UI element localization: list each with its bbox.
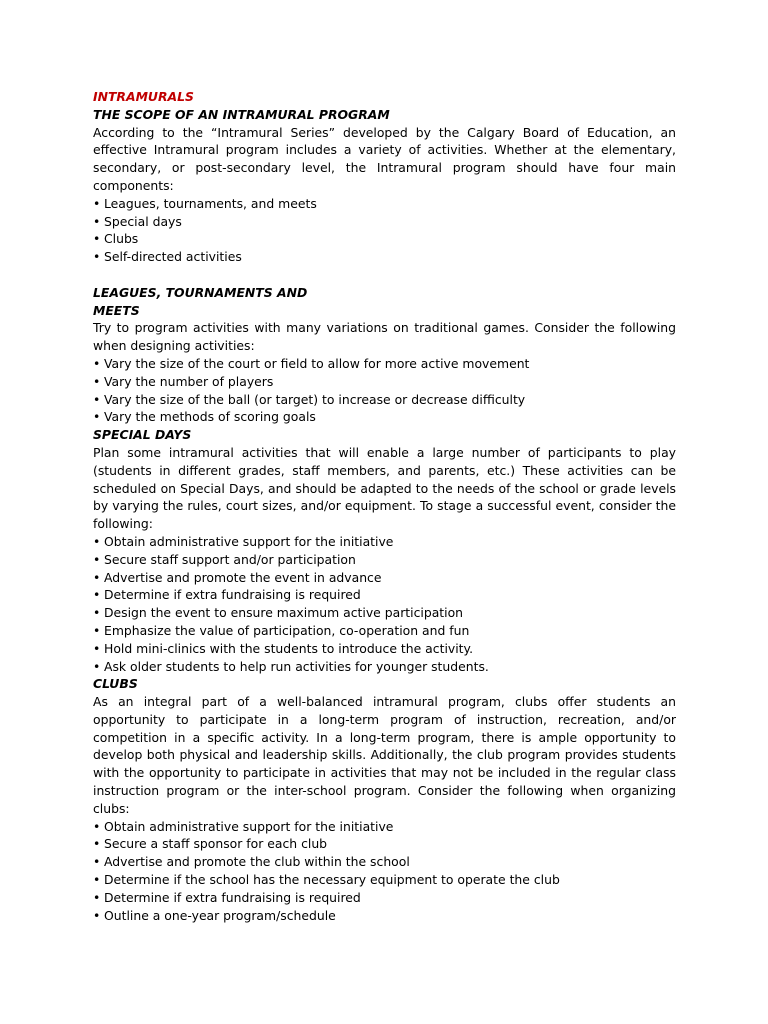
section-scope bbox=[93, 106, 676, 266]
bullet-mark: • bbox=[93, 213, 101, 229]
section-special-days bbox=[93, 426, 676, 675]
section-paragraph-special-days: Plan some intramural activities that will enable a large number of participants to play (students in different grades, staff members, and parents, etc.) These activities can be scheduled on Special Days, and should be adapted to the needs of the school or grade levels by varying the rules, court sizes, and/or equipment. To stage a successful event, consider the following: bbox=[93, 444, 676, 532]
bullet-mark: • bbox=[93, 195, 101, 211]
list-item-text: Vary the methods of scoring goals bbox=[104, 409, 316, 425]
list-item bbox=[93, 835, 676, 853]
bullet-mark: • bbox=[93, 836, 101, 852]
list-item bbox=[93, 551, 676, 569]
section-paragraph-clubs: As an integral part of a well-balanced intramural program, clubs offer students an opportunity to participate in a long-term program of instruction, recreation, and/or competition in a specific activity. In a long-term program, there is ample opportunity to develop both physical and leadership skills. Additionally, the club program provides students with the opportunity to participate in activities that may not be included in the regular class instruction program or the inter-school program. Consider the following when organizing clubs: bbox=[93, 694, 676, 816]
list-item bbox=[93, 355, 676, 373]
list-item-text: Self-directed activities bbox=[104, 249, 242, 265]
bullet-list-special-days bbox=[93, 533, 676, 675]
section-heading-leagues-line1: LEAGUES, TOURNAMENTS AND bbox=[93, 284, 308, 300]
bullet-mark: • bbox=[93, 533, 101, 549]
document-title: INTRAMURALS bbox=[93, 89, 194, 104]
section-heading-clubs: CLUBS bbox=[93, 676, 138, 692]
section-clubs bbox=[93, 675, 676, 924]
list-item bbox=[93, 391, 676, 409]
list-item-text: Determine if extra fundraising is required bbox=[104, 889, 361, 905]
bullet-mark: • bbox=[93, 569, 101, 585]
list-item bbox=[93, 889, 676, 907]
list-item bbox=[93, 408, 676, 426]
section-paragraph-leagues: Try to program activities with many variations on traditional games. Consider the following when designing activities: bbox=[93, 320, 676, 354]
list-item-text: Obtain administrative support for the initiative bbox=[104, 818, 394, 834]
list-item-text: Clubs bbox=[104, 231, 139, 247]
list-item bbox=[93, 373, 676, 391]
list-item bbox=[93, 622, 676, 640]
list-item-text: Advertise and promote the event in advance bbox=[104, 569, 382, 585]
list-item-text: Determine if extra fundraising is required bbox=[104, 587, 361, 603]
section-leagues bbox=[93, 284, 676, 426]
bullet-mark: • bbox=[93, 640, 101, 656]
list-item bbox=[93, 871, 676, 889]
bullet-mark: • bbox=[93, 587, 101, 603]
list-item-text: Outline a one-year program/schedule bbox=[104, 907, 336, 923]
bullet-list-clubs bbox=[93, 818, 676, 925]
bullet-mark: • bbox=[93, 818, 101, 834]
list-item-text: Vary the number of players bbox=[104, 373, 274, 389]
list-item-text: Emphasize the value of participation, co-operation and fun bbox=[104, 622, 470, 638]
list-item-text: Ask older students to help run activities for younger students. bbox=[104, 658, 489, 674]
bullet-mark: • bbox=[93, 605, 101, 621]
blank-line bbox=[93, 266, 676, 284]
bullet-list-scope bbox=[93, 195, 676, 266]
list-item bbox=[93, 533, 676, 551]
list-item-text: Obtain administrative support for the initiative bbox=[104, 533, 394, 549]
list-item bbox=[93, 604, 676, 622]
list-item bbox=[93, 907, 676, 925]
section-heading-scope: THE SCOPE OF AN INTRAMURAL PROGRAM bbox=[93, 106, 390, 122]
list-item-text: Hold mini-clinics with the students to introduce the activity. bbox=[104, 640, 474, 656]
list-item-text: Leagues, tournaments, and meets bbox=[104, 195, 317, 211]
bullet-mark: • bbox=[93, 889, 101, 905]
bullet-mark: • bbox=[93, 872, 101, 888]
list-item bbox=[93, 658, 676, 676]
bullet-mark: • bbox=[93, 658, 101, 674]
list-item-text: Vary the size of the ball (or target) to increase or decrease difficulty bbox=[104, 391, 526, 407]
list-item-text: Secure a staff sponsor for each club bbox=[104, 836, 328, 852]
list-item bbox=[93, 818, 676, 836]
bullet-mark: • bbox=[93, 231, 101, 247]
bullet-mark: • bbox=[93, 907, 101, 923]
bullet-mark: • bbox=[93, 409, 101, 425]
bullet-mark: • bbox=[93, 373, 101, 389]
list-item bbox=[93, 195, 676, 213]
section-heading-leagues-line2: MEETS bbox=[93, 302, 140, 318]
bullet-mark: • bbox=[93, 249, 101, 265]
list-item-text: Special days bbox=[104, 213, 182, 229]
list-item-text: Advertise and promote the club within the school bbox=[104, 854, 410, 870]
section-heading-special-days: SPECIAL DAYS bbox=[93, 427, 192, 443]
list-item bbox=[93, 640, 676, 658]
section-paragraph-scope: According to the “Intramural Series” developed by the Calgary Board of Education, an effective Intramural program includes a variety of activities. Whether at the elementary, secondary, or post-secondary level, the Intramural program should have four main components: bbox=[93, 124, 676, 193]
bullet-mark: • bbox=[93, 391, 101, 407]
list-item-text: Vary the size of the court or field to allow for more active movement bbox=[104, 355, 530, 371]
list-item bbox=[93, 213, 676, 231]
bullet-mark: • bbox=[93, 551, 101, 567]
bullet-mark: • bbox=[93, 854, 101, 870]
list-item bbox=[93, 248, 676, 266]
list-item bbox=[93, 853, 676, 871]
bullet-mark: • bbox=[93, 355, 101, 371]
list-item bbox=[93, 569, 676, 587]
list-item-text: Secure staff support and/or participation bbox=[104, 551, 356, 567]
list-item bbox=[93, 230, 676, 248]
list-item-text: Determine if the school has the necessary equipment to operate the club bbox=[104, 872, 560, 888]
list-item bbox=[93, 586, 676, 604]
bullet-mark: • bbox=[93, 622, 101, 638]
list-item-text: Design the event to ensure maximum active participation bbox=[104, 605, 464, 621]
bullet-list-leagues bbox=[93, 355, 676, 426]
